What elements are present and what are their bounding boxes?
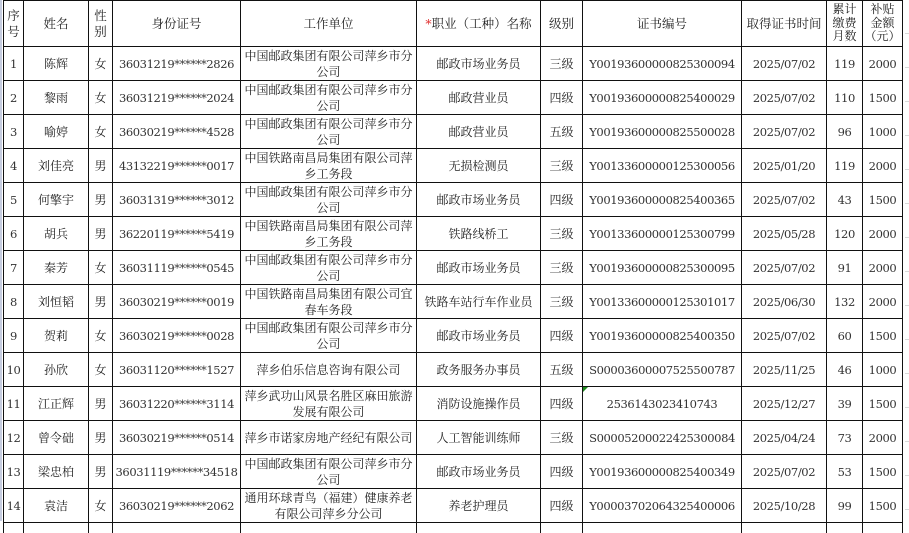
cell-cert-date[interactable]: 2025/04/24 <box>742 421 827 455</box>
cell-id[interactable]: 36030219******0514 <box>113 421 241 455</box>
table-row <box>4 217 903 251</box>
cell-occupation[interactable]: 邮政市场业务员 <box>417 183 541 217</box>
empty-cell[interactable] <box>583 523 742 533</box>
header-id[interactable]: 身份证号 <box>113 1 241 47</box>
cell-occupation[interactable]: 邮政市场业务员 <box>417 455 541 489</box>
table-row <box>4 183 903 217</box>
cell-subsidy[interactable]: 2000 <box>863 149 903 183</box>
cell-id[interactable]: 36031219******2826 <box>113 47 241 81</box>
required-mark: * <box>425 16 431 31</box>
cell-subsidy[interactable]: 2000 <box>863 285 903 319</box>
cell-seq[interactable]: 9 <box>4 319 24 353</box>
cell-employer[interactable] <box>241 115 417 149</box>
cell-cert-no[interactable]: Y00133600000125301017 <box>583 285 742 319</box>
cell-name[interactable]: 曾令础 <box>24 421 89 455</box>
cell-seq[interactable]: 7 <box>4 251 24 285</box>
cell-id[interactable]: 43132219******0017 <box>113 149 241 183</box>
cell-cert-no[interactable]: Y00193600000825300094 <box>583 47 742 81</box>
table-row <box>4 455 903 489</box>
cell-level[interactable]: 五级 <box>541 353 583 387</box>
cell-cert-date[interactable]: 2025/01/20 <box>742 149 827 183</box>
cell-subsidy[interactable]: 1000 <box>863 115 903 149</box>
table-row <box>4 285 903 319</box>
table-row <box>4 47 903 81</box>
employer-line: 中国邮政集团有限公司萍乡市分 <box>244 253 412 267</box>
cell-cert-date[interactable]: 2025/07/02 <box>742 81 827 115</box>
cell-level[interactable]: 三级 <box>541 217 583 251</box>
cell-cert-date[interactable]: 2025/07/02 <box>742 319 827 353</box>
cell-months[interactable]: 43 <box>827 183 863 217</box>
cell-seq[interactable]: 6 <box>4 217 24 251</box>
empty-cell[interactable] <box>241 523 417 533</box>
header-cert-no[interactable]: 证书编号 <box>583 1 742 47</box>
employer-line: 中国邮政集团有限公司萍乡市分 <box>244 321 412 335</box>
cell-occupation[interactable]: 铁路车站行车作业员 <box>417 285 541 319</box>
cell-cert-date[interactable]: 2025/12/27 <box>742 387 827 421</box>
cell-subsidy[interactable]: 2000 <box>863 217 903 251</box>
cell-id[interactable]: 36031319******3012 <box>113 183 241 217</box>
cell-id[interactable]: 36031119******34518 <box>113 455 241 489</box>
cell-cert-no[interactable]: Y00193600000825400349 <box>583 455 742 489</box>
error-indicator-icon[interactable] <box>583 387 588 392</box>
cell-gender[interactable]: 女 <box>89 353 113 387</box>
cell-subsidy[interactable]: 1500 <box>863 319 903 353</box>
cell-gender[interactable]: 男 <box>89 285 113 319</box>
cell-cert-date[interactable]: 2025/11/25 <box>742 353 827 387</box>
empty-cell[interactable] <box>742 523 827 533</box>
certificate-subsidy-table <box>3 0 903 533</box>
cell-occupation[interactable]: 无损检测员 <box>417 149 541 183</box>
cell-months[interactable]: 60 <box>827 319 863 353</box>
cell-cert-no[interactable]: Y00193600000825500028 <box>583 115 742 149</box>
cell-cert-date[interactable]: 2025/07/02 <box>742 115 827 149</box>
cell-seq[interactable]: 11 <box>4 387 24 421</box>
cell-seq[interactable]: 13 <box>4 455 24 489</box>
cell-months[interactable]: 119 <box>827 149 863 183</box>
cell-employer[interactable] <box>241 149 417 183</box>
cell-cert-date[interactable]: 2025/10/28 <box>742 489 827 523</box>
cell-seq[interactable]: 12 <box>4 421 24 455</box>
cell-months[interactable]: 119 <box>827 47 863 81</box>
cell-name[interactable]: 黎雨 <box>24 81 89 115</box>
cell-name[interactable]: 秦芳 <box>24 251 89 285</box>
cell-employer[interactable] <box>241 319 417 353</box>
cell-months[interactable]: 39 <box>827 387 863 421</box>
cell-employer[interactable] <box>241 285 417 319</box>
cell-cert-date[interactable]: 2025/07/02 <box>742 183 827 217</box>
table-row <box>4 149 903 183</box>
cell-level[interactable]: 四级 <box>541 81 583 115</box>
empty-cell[interactable] <box>89 523 113 533</box>
employer-line: 萍乡市诺家房地产经纪有限公司 <box>244 431 412 445</box>
employer-line: 中国邮政集团有限公司萍乡市分 <box>244 185 412 199</box>
header-seq[interactable]: 序 号 <box>4 1 24 47</box>
header-gender[interactable]: 性 别 <box>89 1 113 47</box>
cell-cert-no[interactable]: Y00193600000825400350 <box>583 319 742 353</box>
partial-row <box>4 523 903 533</box>
cell-cert-no[interactable]: Y00133600000125300799 <box>583 217 742 251</box>
employer-line: 中国铁路南昌局集团有限公司萍 <box>244 219 412 233</box>
cell-seq[interactable]: 1 <box>4 47 24 81</box>
table-row <box>4 251 903 285</box>
cell-gender[interactable]: 女 <box>89 319 113 353</box>
header-cert-date[interactable]: 取得证书时间 <box>742 1 827 47</box>
cell-cert-no[interactable]: Y00193600000825300095 <box>583 251 742 285</box>
employer-line: 公司 <box>316 99 340 113</box>
table-row <box>4 353 903 387</box>
cell-gender[interactable]: 男 <box>89 149 113 183</box>
cell-level[interactable]: 五级 <box>541 115 583 149</box>
header-months[interactable]: 累计 缴费 月数 <box>827 1 863 47</box>
cell-months[interactable]: 96 <box>827 115 863 149</box>
cell-occupation[interactable]: 养老护理员 <box>417 489 541 523</box>
cell-cert-date[interactable]: 2025/06/30 <box>742 285 827 319</box>
employer-line: 乡工务段 <box>304 235 352 249</box>
cell-gender[interactable]: 女 <box>89 81 113 115</box>
cell-occupation[interactable]: 邮政营业员 <box>417 81 541 115</box>
cell-occupation[interactable]: 人工智能训练师 <box>417 421 541 455</box>
cell-level[interactable]: 三级 <box>541 149 583 183</box>
cell-cert-no[interactable]: Y00193600000825400029 <box>583 81 742 115</box>
employer-line: 中国邮政集团有限公司萍乡市分 <box>244 117 412 131</box>
empty-cell[interactable] <box>541 523 583 533</box>
cell-cert-no[interactable]: Y00193600000825400365 <box>583 183 742 217</box>
cell-level[interactable]: 四级 <box>541 455 583 489</box>
cell-cert-no[interactable] <box>583 387 742 421</box>
cell-cert-no[interactable]: Y00003702064325400006 <box>583 489 742 523</box>
employer-line: 中国邮政集团有限公司萍乡市分 <box>244 457 412 471</box>
employer-line: 公司 <box>316 269 340 283</box>
empty-cell[interactable] <box>417 523 541 533</box>
table-row <box>4 319 903 353</box>
employer-line: 有限公司萍乡分公司 <box>274 507 382 521</box>
cell-name[interactable]: 喻婷 <box>24 115 89 149</box>
header-name[interactable]: 姓名 <box>24 1 89 47</box>
employer-line: 中国铁路南昌局集团有限公司萍 <box>244 151 412 165</box>
cell-subsidy[interactable]: 1500 <box>863 183 903 217</box>
cell-employer[interactable] <box>241 183 417 217</box>
cert-no-text: 2536143023410743 <box>607 397 718 411</box>
row-header-edge <box>0 0 2 521</box>
cell-months[interactable]: 99 <box>827 489 863 523</box>
header-employer[interactable]: 工作单位 <box>241 1 417 47</box>
cell-name[interactable]: 江正辉 <box>24 387 89 421</box>
cell-seq[interactable]: 8 <box>4 285 24 319</box>
employer-line: 公司 <box>316 65 340 79</box>
cell-seq[interactable]: 10 <box>4 353 24 387</box>
cell-level[interactable]: 三级 <box>541 285 583 319</box>
cell-gender[interactable]: 女 <box>89 251 113 285</box>
cell-employer[interactable] <box>241 387 417 421</box>
cell-level[interactable]: 四级 <box>541 183 583 217</box>
cell-employer[interactable] <box>241 47 417 81</box>
cell-cert-no[interactable]: S00005200022425300084 <box>583 421 742 455</box>
cell-occupation[interactable]: 邮政市场业务员 <box>417 47 541 81</box>
cell-level[interactable]: 三级 <box>541 47 583 81</box>
employer-line: 萍乡伯乐信息咨询有限公司 <box>256 363 400 377</box>
cell-subsidy[interactable]: 1000 <box>863 353 903 387</box>
cell-subsidy[interactable]: 1500 <box>863 489 903 523</box>
cell-seq[interactable]: 14 <box>4 489 24 523</box>
cell-name[interactable]: 陈辉 <box>24 47 89 81</box>
cell-name[interactable]: 胡兵 <box>24 217 89 251</box>
cell-gender[interactable]: 女 <box>89 489 113 523</box>
employer-line: 中国邮政集团有限公司萍乡市分 <box>244 83 412 97</box>
header-row <box>4 1 903 47</box>
cell-months[interactable]: 73 <box>827 421 863 455</box>
cell-employer[interactable] <box>241 217 417 251</box>
cell-gender[interactable]: 男 <box>89 455 113 489</box>
header-level[interactable]: 级别 <box>541 1 583 47</box>
sheet-gridlines <box>905 0 909 521</box>
table-row <box>4 421 903 455</box>
cell-gender[interactable]: 男 <box>89 183 113 217</box>
employer-line: 中国铁路南昌局集团有限公司宜 <box>244 287 412 301</box>
cell-cert-date[interactable]: 2025/07/02 <box>742 455 827 489</box>
cell-months[interactable]: 91 <box>827 251 863 285</box>
cell-name[interactable]: 孙欣 <box>24 353 89 387</box>
employer-line: 中国邮政集团有限公司萍乡市分 <box>244 49 412 63</box>
cell-level[interactable]: 四级 <box>541 387 583 421</box>
cell-subsidy[interactable]: 2000 <box>863 421 903 455</box>
cell-months[interactable]: 46 <box>827 353 863 387</box>
cell-employer[interactable] <box>241 251 417 285</box>
cell-name[interactable]: 刘佳亮 <box>24 149 89 183</box>
empty-cell[interactable] <box>827 523 863 533</box>
cell-subsidy[interactable]: 2000 <box>863 47 903 81</box>
cell-employer[interactable] <box>241 81 417 115</box>
cell-name[interactable]: 贺莉 <box>24 319 89 353</box>
empty-cell[interactable] <box>24 523 89 533</box>
cell-id[interactable]: 36220119******5419 <box>113 217 241 251</box>
employer-line: 萍乡武功山风景名胜区麻田旅游 <box>244 389 412 403</box>
employer-line: 公司 <box>316 337 340 351</box>
employer-line: 通用环球青鸟（福建）健康养老 <box>244 491 412 505</box>
cell-occupation[interactable]: 政务服务办事员 <box>417 353 541 387</box>
cell-cert-date[interactable]: 2025/07/02 <box>742 47 827 81</box>
cell-gender[interactable]: 男 <box>89 421 113 455</box>
cell-level[interactable]: 四级 <box>541 319 583 353</box>
cell-subsidy[interactable]: 1500 <box>863 387 903 421</box>
table-row <box>4 81 903 115</box>
employer-line: 公司 <box>316 201 340 215</box>
cell-id[interactable]: 36030219******0028 <box>113 319 241 353</box>
cell-subsidy[interactable]: 2000 <box>863 251 903 285</box>
cell-id[interactable]: 36031120******1527 <box>113 353 241 387</box>
cell-occupation[interactable]: 邮政营业员 <box>417 115 541 149</box>
cell-name[interactable]: 梁忠柏 <box>24 455 89 489</box>
table-row <box>4 115 903 149</box>
cell-seq[interactable]: 3 <box>4 115 24 149</box>
cell-occupation[interactable]: 铁路线桥工 <box>417 217 541 251</box>
header-subsidy[interactable]: 补贴 金额 （元） <box>863 1 903 47</box>
cell-id[interactable]: 36030219******0019 <box>113 285 241 319</box>
cell-seq[interactable]: 2 <box>4 81 24 115</box>
cell-occupation[interactable]: 消防设施操作员 <box>417 387 541 421</box>
cell-id[interactable]: 36031220******3114 <box>113 387 241 421</box>
table-row <box>4 489 903 523</box>
cell-seq[interactable]: 5 <box>4 183 24 217</box>
cell-gender[interactable]: 女 <box>89 47 113 81</box>
employer-line: 乡工务段 <box>304 167 352 181</box>
employer-line: 公司 <box>316 473 340 487</box>
cell-months[interactable]: 53 <box>827 455 863 489</box>
employer-line: 春车务段 <box>304 303 352 317</box>
cell-name[interactable]: 刘恒韬 <box>24 285 89 319</box>
cell-id[interactable]: 36031119******0545 <box>113 251 241 285</box>
cell-name[interactable]: 何擎宇 <box>24 183 89 217</box>
header-occupation[interactable]: *职业（工种）名称 <box>417 1 541 47</box>
cell-cert-no[interactable]: Y00133600000125300056 <box>583 149 742 183</box>
cell-months[interactable]: 120 <box>827 217 863 251</box>
empty-cell[interactable] <box>4 523 24 533</box>
cell-cert-no[interactable]: S00003600007525500787 <box>583 353 742 387</box>
cell-level[interactable]: 三级 <box>541 251 583 285</box>
cell-cert-date[interactable]: 2025/05/28 <box>742 217 827 251</box>
cell-subsidy[interactable]: 1500 <box>863 81 903 115</box>
cell-employer[interactable] <box>241 489 417 523</box>
cell-gender[interactable]: 男 <box>89 217 113 251</box>
cell-gender[interactable]: 男 <box>89 387 113 421</box>
cell-gender[interactable]: 女 <box>89 115 113 149</box>
cell-months[interactable]: 110 <box>827 81 863 115</box>
cell-subsidy[interactable]: 1500 <box>863 455 903 489</box>
table-row <box>4 387 903 421</box>
cell-months[interactable]: 132 <box>827 285 863 319</box>
cell-id[interactable]: 36030219******4528 <box>113 115 241 149</box>
cell-name[interactable]: 袁洁 <box>24 489 89 523</box>
cell-level[interactable]: 三级 <box>541 421 583 455</box>
cell-seq[interactable]: 4 <box>4 149 24 183</box>
empty-cell[interactable] <box>863 523 903 533</box>
empty-cell[interactable] <box>113 523 241 533</box>
cell-level[interactable]: 四级 <box>541 489 583 523</box>
cell-cert-date[interactable]: 2025/07/02 <box>742 251 827 285</box>
cell-id[interactable]: 36030219******2062 <box>113 489 241 523</box>
cell-occupation[interactable]: 邮政市场业务员 <box>417 251 541 285</box>
cell-employer[interactable] <box>241 455 417 489</box>
cell-employer[interactable] <box>241 353 417 387</box>
cell-occupation[interactable]: 邮政市场业务员 <box>417 319 541 353</box>
employer-line: 发展有限公司 <box>292 405 364 419</box>
cell-id[interactable]: 36031219******2024 <box>113 81 241 115</box>
employer-line: 公司 <box>316 133 340 147</box>
cell-employer[interactable] <box>241 421 417 455</box>
